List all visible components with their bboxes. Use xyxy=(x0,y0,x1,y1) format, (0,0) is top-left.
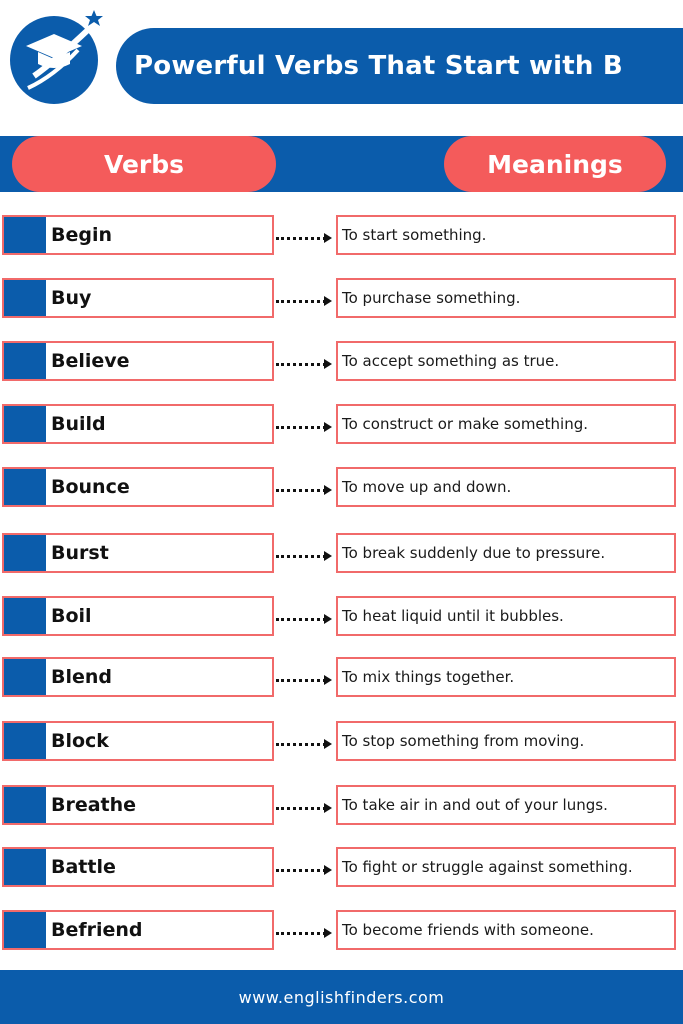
dotted-arrow-icon xyxy=(276,297,332,305)
meaning-label: To accept something as true. xyxy=(342,352,560,370)
verb-label: Befriend xyxy=(51,919,143,941)
meaning-label: To heat liquid until it bubbles. xyxy=(342,607,564,625)
meaning-label: To construct or make something. xyxy=(342,415,589,433)
verb-label: Block xyxy=(51,730,109,752)
dotted-arrow-icon xyxy=(276,676,332,684)
table-row xyxy=(0,910,683,954)
dotted-arrow-icon xyxy=(276,552,332,560)
meaning-label: To fight or struggle against something. xyxy=(342,858,633,876)
table-row xyxy=(0,404,683,448)
verb-box xyxy=(2,721,274,761)
verb-box xyxy=(2,785,274,825)
page-title: Powerful Verbs That Start with B xyxy=(134,51,623,81)
dotted-arrow-icon xyxy=(276,615,332,623)
verb-marker xyxy=(4,406,46,442)
verb-marker xyxy=(4,280,46,316)
meaning-box xyxy=(336,533,676,573)
meaning-label: To break suddenly due to pressure. xyxy=(342,544,606,562)
table-row xyxy=(0,785,683,829)
table-row xyxy=(0,215,683,259)
verb-box xyxy=(2,215,274,255)
dotted-arrow-icon xyxy=(276,234,332,242)
verb-marker xyxy=(4,469,46,505)
title-banner xyxy=(116,28,683,104)
verb-label: Begin xyxy=(51,224,113,246)
meaning-box xyxy=(336,341,676,381)
dotted-arrow-icon xyxy=(276,486,332,494)
verb-marker xyxy=(4,598,46,634)
verb-marker xyxy=(4,659,46,695)
verb-label: Build xyxy=(51,413,106,435)
meaning-label: To start something. xyxy=(342,226,487,244)
meaning-box xyxy=(336,721,676,761)
meanings-column-header: Meanings xyxy=(444,136,666,192)
verb-marker xyxy=(4,849,46,885)
table-row xyxy=(0,596,683,640)
meaning-box xyxy=(336,785,676,825)
dotted-arrow-icon xyxy=(276,866,332,874)
meaning-label: To take air in and out of your lungs. xyxy=(342,796,608,814)
meaning-box xyxy=(336,596,676,636)
meaning-box xyxy=(336,467,676,507)
verb-label: Bounce xyxy=(51,476,130,498)
verb-box xyxy=(2,657,274,697)
verb-box xyxy=(2,278,274,318)
dotted-arrow-icon xyxy=(276,360,332,368)
table-row xyxy=(0,467,683,511)
table-row xyxy=(0,847,683,891)
verb-box xyxy=(2,847,274,887)
meaning-label: To move up and down. xyxy=(342,478,512,496)
meaning-box xyxy=(336,847,676,887)
verb-marker xyxy=(4,217,46,253)
graduate-star-logo-icon xyxy=(4,6,104,106)
verb-marker xyxy=(4,535,46,571)
verb-box xyxy=(2,341,274,381)
verb-box xyxy=(2,910,274,950)
verb-label: Believe xyxy=(51,350,130,372)
verb-label: Boil xyxy=(51,605,92,627)
meaning-label: To stop something from moving. xyxy=(342,732,585,750)
website-link[interactable]: www.englishfinders.com xyxy=(238,987,445,1007)
meaning-box xyxy=(336,278,676,318)
dotted-arrow-icon xyxy=(276,740,332,748)
verb-marker xyxy=(4,343,46,379)
footer-bar xyxy=(0,970,683,1024)
dotted-arrow-icon xyxy=(276,929,332,937)
meaning-label: To mix things together. xyxy=(342,668,515,686)
verb-label: Battle xyxy=(51,856,116,878)
table-row xyxy=(0,657,683,701)
verb-label: Blend xyxy=(51,666,113,688)
verb-label: Breathe xyxy=(51,794,137,816)
meaning-label: To become friends with someone. xyxy=(342,921,594,939)
meaning-box xyxy=(336,404,676,444)
meaning-label: To purchase something. xyxy=(342,289,521,307)
verb-marker xyxy=(4,912,46,948)
meaning-box xyxy=(336,657,676,697)
meaning-box xyxy=(336,215,676,255)
table-row xyxy=(0,341,683,385)
table-row xyxy=(0,533,683,577)
verb-box xyxy=(2,533,274,573)
table-row xyxy=(0,278,683,322)
verb-box xyxy=(2,467,274,507)
table-row xyxy=(0,721,683,765)
verbs-column-header: Verbs xyxy=(12,136,276,192)
verb-box xyxy=(2,596,274,636)
dotted-arrow-icon xyxy=(276,804,332,812)
meaning-box xyxy=(336,910,676,950)
dotted-arrow-icon xyxy=(276,423,332,431)
verb-box xyxy=(2,404,274,444)
verb-label: Burst xyxy=(51,542,109,564)
verb-marker xyxy=(4,787,46,823)
verb-label: Buy xyxy=(51,287,92,309)
verb-marker xyxy=(4,723,46,759)
